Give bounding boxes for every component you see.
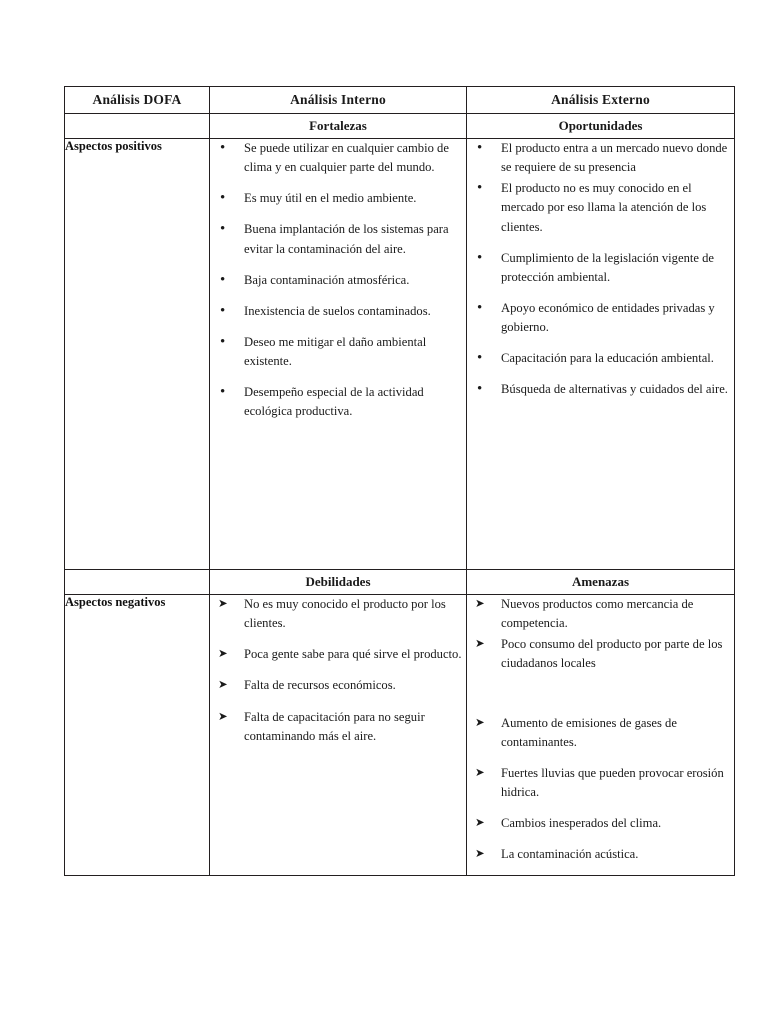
list-item: • Se puede utilizar en cualquier cambio de clima y en cualquier parte del mundo. <box>210 139 466 177</box>
subheader-amenazas: Amenazas <box>467 570 735 595</box>
list-item: ➤ Nuevos productos como mercancia de competencia. <box>467 595 734 633</box>
list-item: • Capacitación para la educación ambiental. <box>467 349 734 368</box>
list-item: ➤ Falta de recursos económicos. <box>210 676 466 695</box>
list-item: ➤ Poca gente sabe para qué sirve el producto. <box>210 645 466 664</box>
negative-subheader-row <box>65 570 735 595</box>
subheader-blank-positive <box>65 114 210 139</box>
negative-content-row <box>65 595 735 876</box>
list-item: ➤ Falta de capacitación para no seguir contaminando más el aire. <box>210 708 466 746</box>
list-item: • Inexistencia de suelos contaminados. <box>210 302 466 321</box>
oportunidades-list <box>467 139 734 400</box>
dofa-analysis-table <box>64 86 735 876</box>
positive-subheader-row <box>65 114 735 139</box>
list-item: ➤ Aumento de emisiones de gases de contaminantes. <box>467 714 734 752</box>
cell-fortalezas <box>210 139 467 570</box>
amenazas-list <box>467 595 734 864</box>
list-item: ➤ No es muy conocido el producto por los clientes. <box>210 595 466 633</box>
list-item: • Deseo me mitigar el daño ambiental existente. <box>210 333 466 371</box>
list-item: ➤ La contaminación acústica. <box>467 845 734 864</box>
table-header-row <box>65 87 735 114</box>
label-aspectos-positivos: Aspectos positivos <box>65 139 210 570</box>
header-analisis-externo: Análisis Externo <box>467 87 735 114</box>
list-item: • Desempeño especial de la actividad ecológica productiva. <box>210 383 466 421</box>
subheader-blank-negative <box>65 570 210 595</box>
list-item: • El producto no es muy conocido en el mercado por eso llama la atención de los clientes. <box>467 179 734 236</box>
header-analisis-interno: Análisis Interno <box>210 87 467 114</box>
subheader-debilidades: Debilidades <box>210 570 467 595</box>
list-item: • Cumplimiento de la legislación vigente de protección ambiental. <box>467 249 734 287</box>
list-item: ➤ Poco consumo del producto por parte de los ciudadanos locales <box>467 635 734 673</box>
list-item: • Apoyo económico de entidades privadas y gobierno. <box>467 299 734 337</box>
positive-content-row <box>65 139 735 570</box>
label-aspectos-negativos: Aspectos negativos <box>65 595 210 876</box>
list-item: • Baja contaminación atmosférica. <box>210 271 466 290</box>
cell-debilidades <box>210 595 467 876</box>
list-item: ➤ Fuertes lluvias que pueden provocar erosión hidrica. <box>467 764 734 802</box>
subheader-fortalezas: Fortalezas <box>210 114 467 139</box>
cell-amenazas <box>467 595 735 876</box>
list-item: • El producto entra a un mercado nuevo donde se requiere de su presencia <box>467 139 734 177</box>
list-item: • Búsqueda de alternativas y cuidados del aire. <box>467 380 734 399</box>
debilidades-list <box>210 595 466 746</box>
subheader-oportunidades: Oportunidades <box>467 114 735 139</box>
list-item: ➤ Cambios inesperados del clima. <box>467 814 734 833</box>
list-item: • Buena implantación de los sistemas para evitar la contaminación del aire. <box>210 220 466 258</box>
header-analisis-dofa: Análisis DOFA <box>65 87 210 114</box>
list-item: • Es muy útil en el medio ambiente. <box>210 189 466 208</box>
fortalezas-list <box>210 139 466 422</box>
cell-oportunidades <box>467 139 735 570</box>
